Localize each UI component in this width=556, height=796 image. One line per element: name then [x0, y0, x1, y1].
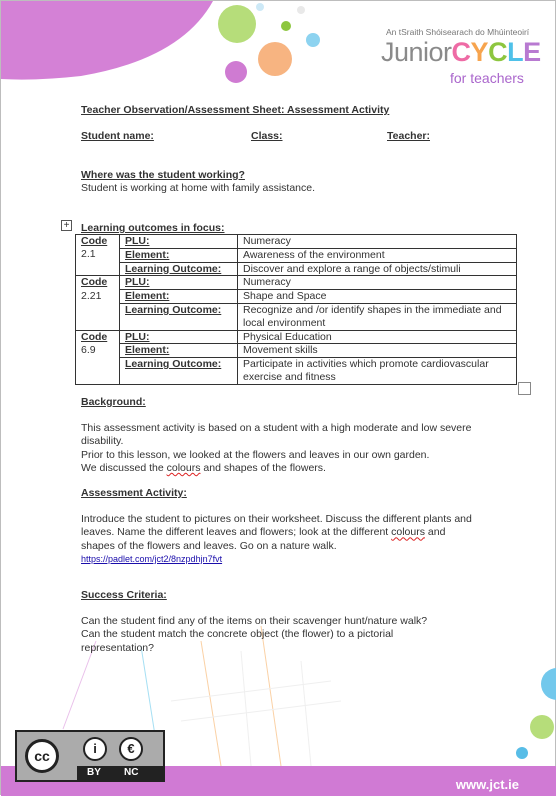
- learning-outcome-value: Discover and explore a range of objects/stimuli: [238, 262, 517, 276]
- element-value: Awareness of the environment: [238, 248, 517, 262]
- plu-label: PLU:: [120, 330, 238, 344]
- logo-cycle-letter: C: [488, 37, 508, 67]
- code-header: Code: [76, 276, 120, 290]
- spellcheck-word: colours: [391, 526, 425, 539]
- code-header: Code: [76, 330, 120, 344]
- circle-decoration: [256, 3, 264, 11]
- table-row: [76, 303, 517, 330]
- text-run: and shapes of the flowers and leaves. Go on a nature walk.: [81, 526, 446, 552]
- learning-outcome-label: Learning Outcome:: [120, 358, 238, 385]
- element-label: Element:: [120, 344, 238, 358]
- circle-decoration: [218, 5, 256, 43]
- table-row: [76, 248, 517, 262]
- cc-logo-icon: cc: [25, 739, 59, 773]
- learning-outcome-label: Learning Outcome:: [120, 262, 238, 276]
- assessment-heading: Assessment Activity:: [81, 487, 187, 499]
- table-row: [76, 262, 517, 276]
- circle-decoration: [281, 21, 291, 31]
- top-left-arc-decoration: [1, 1, 213, 80]
- junior-cycle-logo: [381, 37, 541, 67]
- where-answer: Student is working at home with family assistance.: [81, 182, 316, 194]
- logo-cycle-letter: L: [507, 37, 524, 67]
- table-resize-handle[interactable]: [518, 382, 531, 395]
- learning-outcomes-table: [75, 234, 517, 385]
- text-run: Introduce the student to pictures on their worksheet. Discuss the different plants and leaves. Name the different leaves and flowers; look at the different: [81, 513, 472, 539]
- table-move-handle-icon[interactable]: +: [61, 220, 72, 231]
- plu-value: Numeracy: [238, 276, 517, 290]
- background-line: [81, 462, 481, 475]
- circle-decoration: [306, 33, 320, 47]
- plu-label: PLU:: [120, 276, 238, 290]
- element-value: Shape and Space: [238, 290, 517, 304]
- where-heading: Where was the student working?: [81, 169, 245, 181]
- assessment-paragraph: [81, 513, 476, 566]
- logo-junior-text: Junior: [381, 37, 452, 67]
- table-row: [76, 330, 517, 344]
- background-heading: Background:: [81, 396, 146, 408]
- plu-label: PLU:: [120, 235, 238, 249]
- code-header: Code: [76, 235, 120, 249]
- success-question: Can the student match the concrete object (the flower) to a pictorial representation?: [81, 628, 394, 654]
- circle-decoration: [225, 61, 247, 83]
- table-row: [76, 344, 517, 358]
- class-label: Class:: [251, 130, 283, 142]
- text-run: We discussed the: [81, 461, 167, 474]
- circle-decoration: [516, 747, 528, 759]
- element-label: Element:: [120, 248, 238, 262]
- teacher-label: Teacher:: [387, 130, 430, 142]
- logo-cycle-letter: C: [451, 37, 471, 67]
- padlet-link[interactable]: https://padlet.com/jct2/8nzpdhjn7fvt: [81, 553, 223, 564]
- table-row: [76, 358, 517, 385]
- learning-outcome-value: Recognize and /or identify shapes in the immediate and local environment: [238, 303, 517, 330]
- learning-outcomes-heading: Learning outcomes in focus:: [81, 222, 225, 234]
- plu-value: Physical Education: [238, 330, 517, 344]
- cc-by-label: BY: [87, 767, 101, 778]
- table-row: [76, 290, 517, 304]
- attribution-icon: i: [83, 737, 107, 761]
- non-commercial-icon: €: [119, 737, 143, 761]
- circle-decoration: [530, 715, 554, 739]
- circle-decoration: [297, 6, 305, 14]
- logo-cycle-text: [452, 37, 541, 67]
- table-row: [76, 235, 517, 249]
- table-row: [76, 276, 517, 290]
- background-line: Prior to this lesson, we looked at the flowers and leaves in our own garden.: [81, 448, 430, 461]
- plu-value: Numeracy: [238, 235, 517, 249]
- success-paragraph: [81, 615, 461, 655]
- cc-nc-label: NC: [124, 767, 139, 778]
- logo-irish-text: An tSraith Shóisearach do Mhúinteoirí: [386, 27, 530, 37]
- student-name-label: Student name:: [81, 130, 154, 142]
- logo-for-teachers-text: for teachers: [450, 70, 524, 86]
- creative-commons-badge: [15, 730, 165, 782]
- text-run: and shapes of the flowers.: [200, 461, 326, 474]
- sheet-title: Teacher Observation/Assessment Sheet: Assessment Activity: [81, 104, 390, 116]
- element-label: Element:: [120, 290, 238, 304]
- element-value: Movement skills: [238, 344, 517, 358]
- logo-cycle-letter: Y: [470, 37, 489, 67]
- code-value: 2.21: [76, 290, 120, 330]
- circle-decoration: [541, 668, 556, 700]
- background-line: This assessment activity is based on a student with a high moderate and low severe disability.: [81, 422, 472, 448]
- code-value: 6.9: [76, 344, 120, 384]
- success-question: Can the student find any of the items on their scavenger hunt/nature walk?: [81, 615, 428, 627]
- footer-url[interactable]: www.jct.ie: [455, 777, 519, 792]
- circle-decoration: [258, 42, 292, 76]
- success-heading: Success Criteria:: [81, 589, 167, 601]
- code-value: 2.1: [76, 248, 120, 276]
- learning-outcome-value: Participate in activities which promote cardiovascular exercise and fitness: [238, 358, 517, 385]
- logo-cycle-letter: E: [523, 37, 541, 67]
- learning-outcome-label: Learning Outcome:: [120, 303, 238, 330]
- spellcheck-word: colours: [166, 461, 201, 474]
- background-paragraph: [81, 422, 481, 475]
